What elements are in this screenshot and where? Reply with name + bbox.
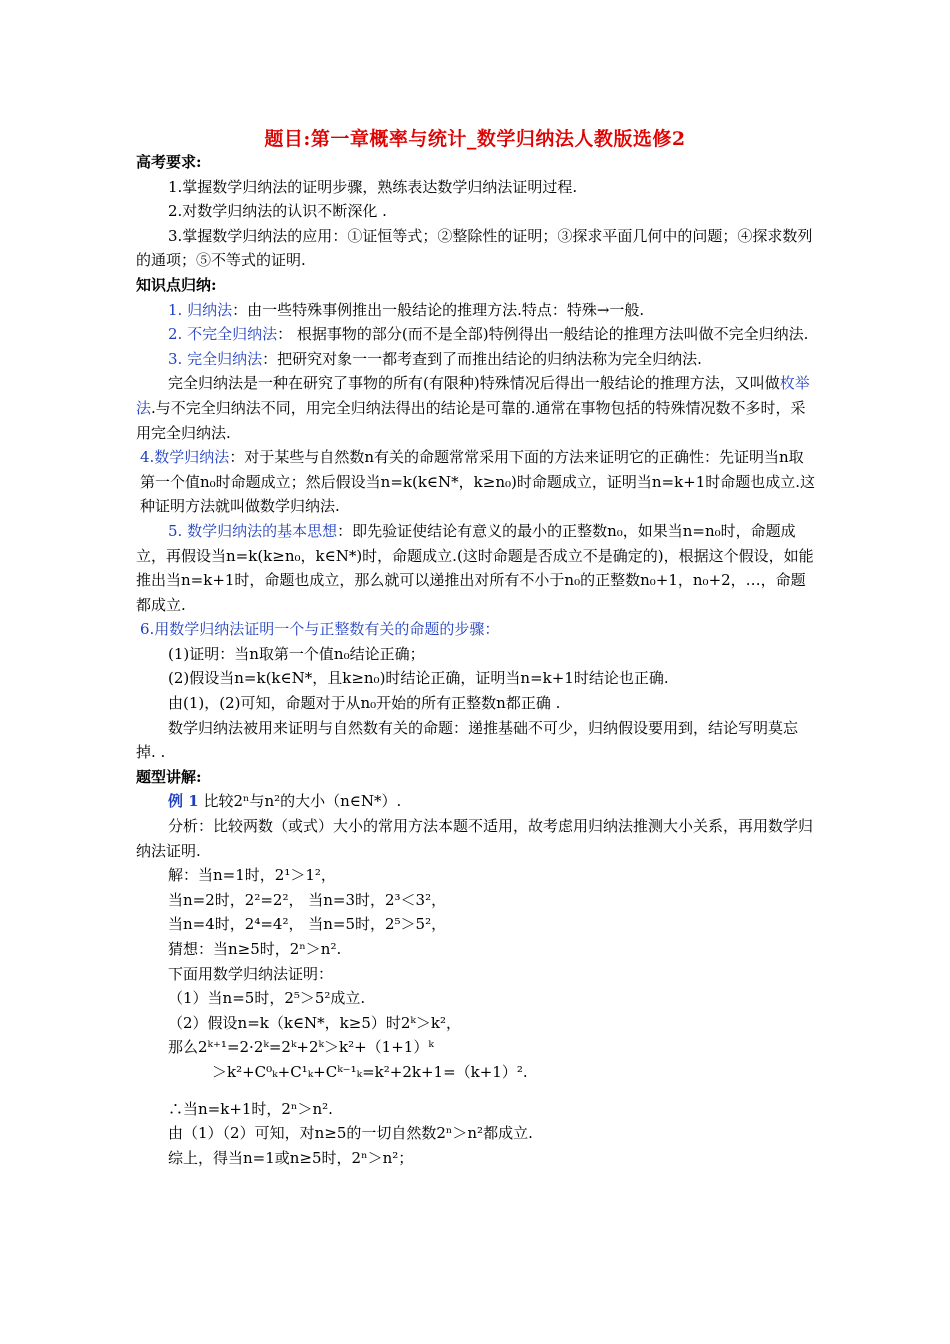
spacer: [136, 1085, 816, 1097]
solution-line: 下面用数学归纳法证明：: [168, 964, 334, 983]
solution-line: 综上，得当n=1或n≥5时，2ⁿ＞n²；: [168, 1148, 414, 1167]
step-1: (1)证明：当n取第一个值n₀结论正确；: [168, 644, 425, 663]
solution-line: 那么2ᵏ⁺¹=2·2ᵏ=2ᵏ+2ᵏ＞k²+（1+1）ᵏ: [168, 1038, 434, 1057]
gaokao-item: 3.掌握数学归纳法的应用：①证恒等式；②整除性的证明；③探求平面几何中的问题；④探求数列的通项；⑤不等式的证明.: [136, 226, 813, 270]
term-induction: 1. 归纳法: [168, 300, 233, 319]
knowledge-item-1: 1. 归纳法：由一些特殊事例推出一般结论的推理方法.特点：特殊→一般.: [168, 300, 645, 319]
step-conclusion: 由(1)，(2)可知，命题对于从n₀开始的所有正整数n都正确 .: [168, 694, 561, 713]
solution-line: 当n=4时，2⁴=4²， 当n=5时，2⁵＞5²，: [168, 915, 447, 934]
term-math-induction: 4.数学归纳法: [140, 448, 230, 467]
knowledge-item-6: 6.用数学归纳法证明一个与正整数有关的命题的步骤：: [140, 620, 500, 639]
solution-line: ∴当n=k+1时，2ⁿ＞n².: [168, 1099, 333, 1118]
types-heading: 题型讲解:: [136, 767, 202, 786]
gaokao-item: 1.掌握数学归纳法的证明步骤，熟练表达数学归纳法证明过程.: [168, 177, 578, 196]
term-steps: 6.用数学归纳法证明一个与正整数有关的命题的步骤: [140, 620, 485, 639]
knowledge-heading: 知识点归纳:: [136, 275, 217, 294]
solution-line: （2）假设n=k（k∈N*，k≥5）时2ᵏ＞k²，: [168, 1013, 461, 1032]
knowledge-item-4: 4.数学归纳法：对于某些与自然数n有关的命题常常采用下面的方法来证明它的正确性：先证明当n取第一个值n₀时命题成立；然后假设当n=k(k∈N*，k≥n₀)时命题成立，证明当n=k+1时命题也成立.这种证明方法就叫做数学归纳法.: [140, 448, 816, 516]
term-enumeration: 枚举法: [136, 374, 810, 417]
knowledge-item-2: 2. 不完全归纳法： 根据事物的部分(而不是全部)特例得出一般结论的推理方法叫做不完全归纳法.: [168, 325, 809, 344]
knowledge-item-3b: 完全归纳法是一种在研究了事物的所有(有限种)特殊情况后得出一般结论的推理方法，又叫做枚举法.与不完全归纳法不同，用完全归纳法得出的结论是可靠的.通常在事物包括的特殊情况数不多时，采用完全归纳法.: [136, 374, 810, 442]
example-1-question: 例 1 比较2ⁿ与n²的大小（n∈N*）.: [168, 792, 402, 811]
knowledge-item-5: 5. 数学归纳法的基本思想：即先验证使结论有意义的最小的正整数n₀，如果当n=n₀时，命题成立，再假设当n=k(k≥n₀，k∈N*)时，命题成立.(这时命题是否成立不是确定的)，根据这个假设，如能推出当n=k+1时，命题也成立，那么就可以递推出对所有不小于n₀的正整数n₀+1，n₀+2，…，命题都成立.: [136, 521, 814, 614]
example-1-analysis: 分析：比较两数（或式）大小的常用方法本题不适用，故考虑用归纳法推测大小关系，再用数学归纳法证明.: [136, 817, 814, 860]
solution-line: （1）当n=5时，2⁵＞5²成立.: [168, 989, 366, 1008]
solution-line: 当n=2时，2²=2²， 当n=3时，2³＜3²，: [168, 890, 447, 909]
induction-note: 数学归纳法被用来证明与自然数有关的命题：递推基础不可少，归纳假设要用到，结论写明莫忘掉. .: [136, 718, 799, 762]
page-title: 题目:第一章概率与统计_数学归纳法人教版选修2: [264, 128, 686, 150]
term-incomplete-induction: 2. 不完全归纳法: [168, 325, 278, 344]
step-2: (2)假设当n=k(k∈N*，且k≥n₀)时结论正确，证明当n=k+1时结论也正确.: [168, 669, 669, 688]
gaokao-heading: 高考要求:: [136, 153, 202, 171]
solution-line: ＞k²+C⁰ₖ+C¹ₖ+Cᵏ⁻¹ₖ=k²+2k+1=（k+1）².: [212, 1062, 528, 1081]
solution-line: 解：当n=1时，2¹＞1²，: [168, 866, 336, 885]
example-1-label: 例 1: [168, 792, 199, 811]
solution-line: 由（1）（2）可知，对n≥5的一切自然数2ⁿ＞n²都成立.: [168, 1124, 533, 1143]
gaokao-item: 2.对数学归纳法的认识不断深化 .: [168, 202, 387, 221]
knowledge-item-3: 3. 完全归纳法：把研究对象一一都考查到了而推出结论的归纳法称为完全归纳法.: [168, 349, 702, 368]
term-complete-induction: 3. 完全归纳法: [168, 349, 263, 368]
solution-line: 猜想：当n≥5时，2ⁿ＞n².: [168, 940, 342, 958]
term-basic-idea: 5. 数学归纳法的基本思想: [168, 521, 338, 540]
document-body: [136, 150, 816, 1170]
